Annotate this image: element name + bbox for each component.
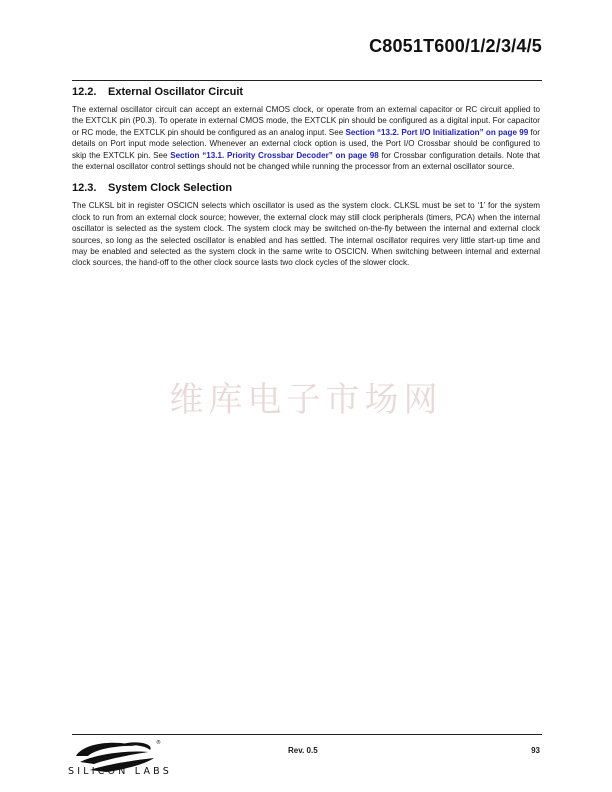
document-title: C8051T600/1/2/3/4/5: [369, 36, 542, 56]
section-title: System Clock Selection: [108, 182, 233, 195]
cross-reference-link[interactable]: Section “13.2. Port I/O Initialization” on page 99: [345, 127, 529, 137]
paragraph-text: for Crossbar configuration details. Note that the external oscillator control settings should not be changed while running the processor from an external oscillator source.: [72, 150, 541, 172]
section-external-oscillator: [72, 86, 540, 172]
cross-reference-link[interactable]: Section “13.1. Priority Crossbar Decoder” on page 98: [170, 150, 379, 160]
page-number: 93: [531, 746, 540, 755]
page-content: [72, 86, 540, 279]
section-paragraph: [72, 104, 540, 172]
section-heading: [72, 86, 540, 98]
footer-divider: [72, 734, 542, 735]
logo-wordmark: SILICON LABS: [68, 766, 172, 777]
section-paragraph: The CLKSL bit in register OSCICN selects which oscillator is used as the system clock. CLKSL must be set to ‘1’ for the system clock to run from an external clock source; however, the external clock may still clock peripherals (timers, PCA) when the internal oscillator is selected as the system clock. The system clock may be switched on-the-fly between the internal and external clock sources, so long as the selected oscillator is enabled and has settled. The internal oscillator requires very little start-up time and may be enabled and selected as the system clock in the same write to OSCICN. When switching between internal and external clock sources, the hand-off to the other clock source lasts two clock cycles of the slower clock.: [72, 201, 540, 268]
section-system-clock: [72, 182, 540, 268]
revision-label: Rev. 0.5: [288, 746, 318, 755]
section-title: External Oscillator Circuit: [108, 86, 244, 98]
paragraph-text: The external oscillator circuit can accept an external CMOS clock, or operate from an external capacitor or RC circuit applied to the EXTCLK pin (P0.3). To operate in external CMOS mode, the EXTCLK pin should be configured as a digital input. For capacitor or RC mode, the EXTCLK pin should be configured as an analog input. See: [72, 105, 540, 137]
section-heading: [72, 182, 540, 194]
registered-mark: ®: [156, 740, 161, 746]
header-divider: [72, 80, 542, 81]
watermark: 维库电子市场网: [169, 380, 443, 420]
section-number: 12.3.: [72, 182, 97, 195]
paragraph-text: for details on Port input mode selection. Whenever an external clock option is used, the Port I/O Crossbar should be configured to skip the EXTCLK pin. See: [72, 127, 540, 160]
section-number: 12.2.: [72, 86, 97, 98]
